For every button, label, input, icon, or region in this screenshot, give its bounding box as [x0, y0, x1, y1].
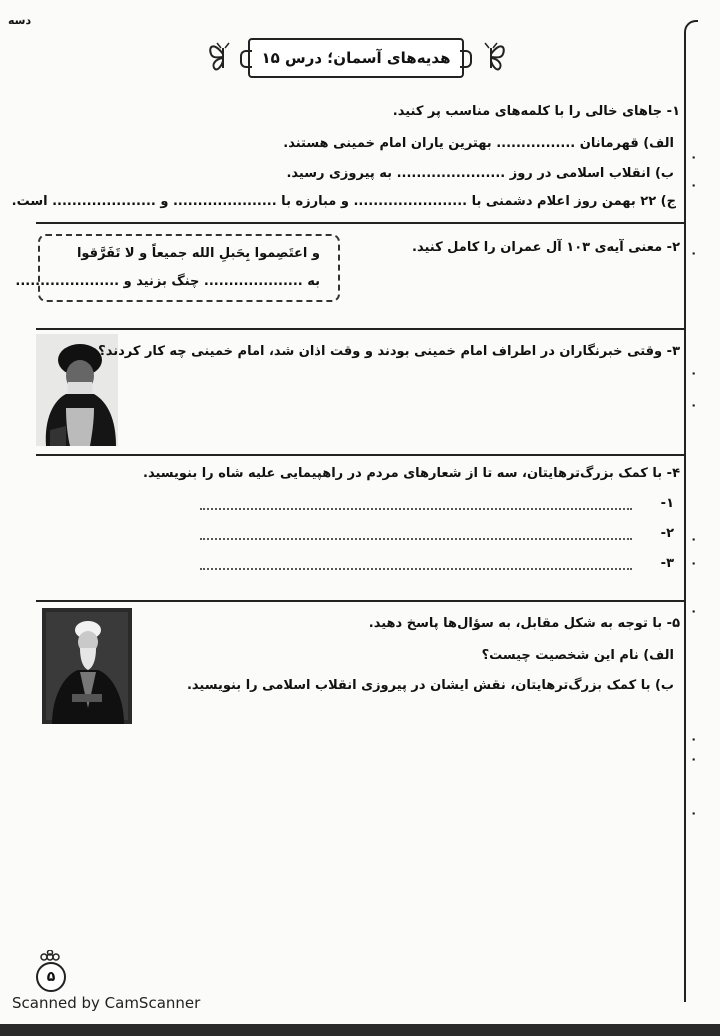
question-5-part-a: الف) نام این شخصیت چیست؟: [481, 648, 674, 663]
answer-number-3: ۳-: [660, 556, 674, 571]
question-5-part-b: ب) با کمک بزرگ‌ترهایتان، نقش ایشان در پیروزی انقلاب اسلامی را بنویسید.: [186, 678, 674, 693]
section-divider: [36, 222, 684, 224]
question-5-title: ۵- با توجه به شکل مقابل، به سؤال‌ها پاسخ دهید.: [368, 616, 680, 631]
question-2-title: ۲- معنی آیه‌ی ۱۰۳ آل عمران را کامل کنید.: [412, 240, 680, 255]
answer-line-1[interactable]: [200, 508, 632, 510]
verse-translation-blank: به .................... چنگ بزنید و .....................: [15, 274, 320, 289]
question-4-title: ۴- با کمک بزرگ‌ترهایتان، سه تا از شعارهای مردم در راهپیمایی علیه شاه را بنویسید.: [143, 466, 680, 481]
scanner-watermark: Scanned by CamScanner: [12, 994, 201, 1012]
question-1-part-b: ب) انقلاب اسلامی در روز ...................... به پیروزی رسید.: [286, 166, 674, 181]
corner-mark: دسه: [8, 14, 32, 27]
verse-text: و اعتَصِموا بِحَبلِ الله جمیعاً و لا تَفَرَّقوا: [76, 246, 320, 261]
butterfly-icon: [206, 40, 240, 74]
page-number: ۵: [36, 962, 66, 992]
page-title: هدیه‌های آسمان؛ درس ۱۵: [261, 49, 451, 67]
section-divider: [36, 600, 684, 602]
answer-number-2: ۲-: [660, 526, 674, 541]
question-1-title: ۱- جاهای خالی را با کلمه‌های مناسب پر کنید.: [392, 104, 680, 119]
section-divider: [36, 328, 684, 330]
answer-line-3[interactable]: [200, 568, 632, 570]
worksheet-page: دسه ٠ ٠ ٠ ٠ ٠ ٠ ٠ ٠ ٠ ٠ ٠ هدیه‌های آسمان؛ درس ۱۵ ۱- جاهای خالی را با کلمه‌های مناسب پر کنید. الف) قهرمانان ................ بهترین یاران امام خمینی هستند. ب) انقلاب اسلامی در روز ...................... به پیروزی رسید. ج) ۲۲ بهمن روز اعلام دشمنی با ....................... و مبارزه با ..................... و ..................... است. ۲- معنی آیه‌ی ۱۰۳ آل عمران را کامل کنید. و اعتَصِموا بِحَبلِ الله جمیعاً و لا تَفَرَّقوا به .................... چنگ بزنید و ..................... ۳- وقتی خبرنگاران در اطراف امام خمینی بودند و وقت اذان شد، امام خمینی چه کار کردند؟ ۴- با کمک بزرگ‌ترهایتان، سه تا از شعارهای مردم در راهپیمایی علیه شاه را بنویسید. ۱- ۲- ۳- ۵- با توجه به شکل مقابل، به سؤال‌ها پاسخ دهید. الف) نام این شخصیت چیست؟ ب) با کمک بزرگ‌ترهایتان، نقش ایشان در پیروزی انقلاب اسلامی را بنویسید. ۵ Scanned by CamScanner: [0, 0, 720, 1024]
page-number-badge: [26, 950, 72, 992]
butterfly-icon: [474, 40, 508, 74]
lesson-title-frame: [248, 38, 464, 78]
page-border: [684, 20, 698, 1002]
answer-number-1: ۱-: [660, 496, 674, 511]
verse-box: [15, 234, 340, 302]
question-1-part-a: الف) قهرمانان ................ بهترین یاران امام خمینی هستند.: [283, 136, 674, 151]
question-1-part-c: ج) ۲۲ بهمن روز اعلام دشمنی با ....................... و مبارزه با ..................... و ..................... است.: [11, 194, 676, 209]
question-3-title: ۳- وقتی خبرنگاران در اطراف امام خمینی بودند و وقت اذان شد، امام خمینی چه کار کردند؟: [98, 344, 680, 359]
answer-line-2[interactable]: [200, 538, 632, 540]
section-divider: [36, 454, 684, 456]
scan-edge: [0, 1024, 720, 1036]
cleric-portrait-photo: [42, 608, 132, 724]
